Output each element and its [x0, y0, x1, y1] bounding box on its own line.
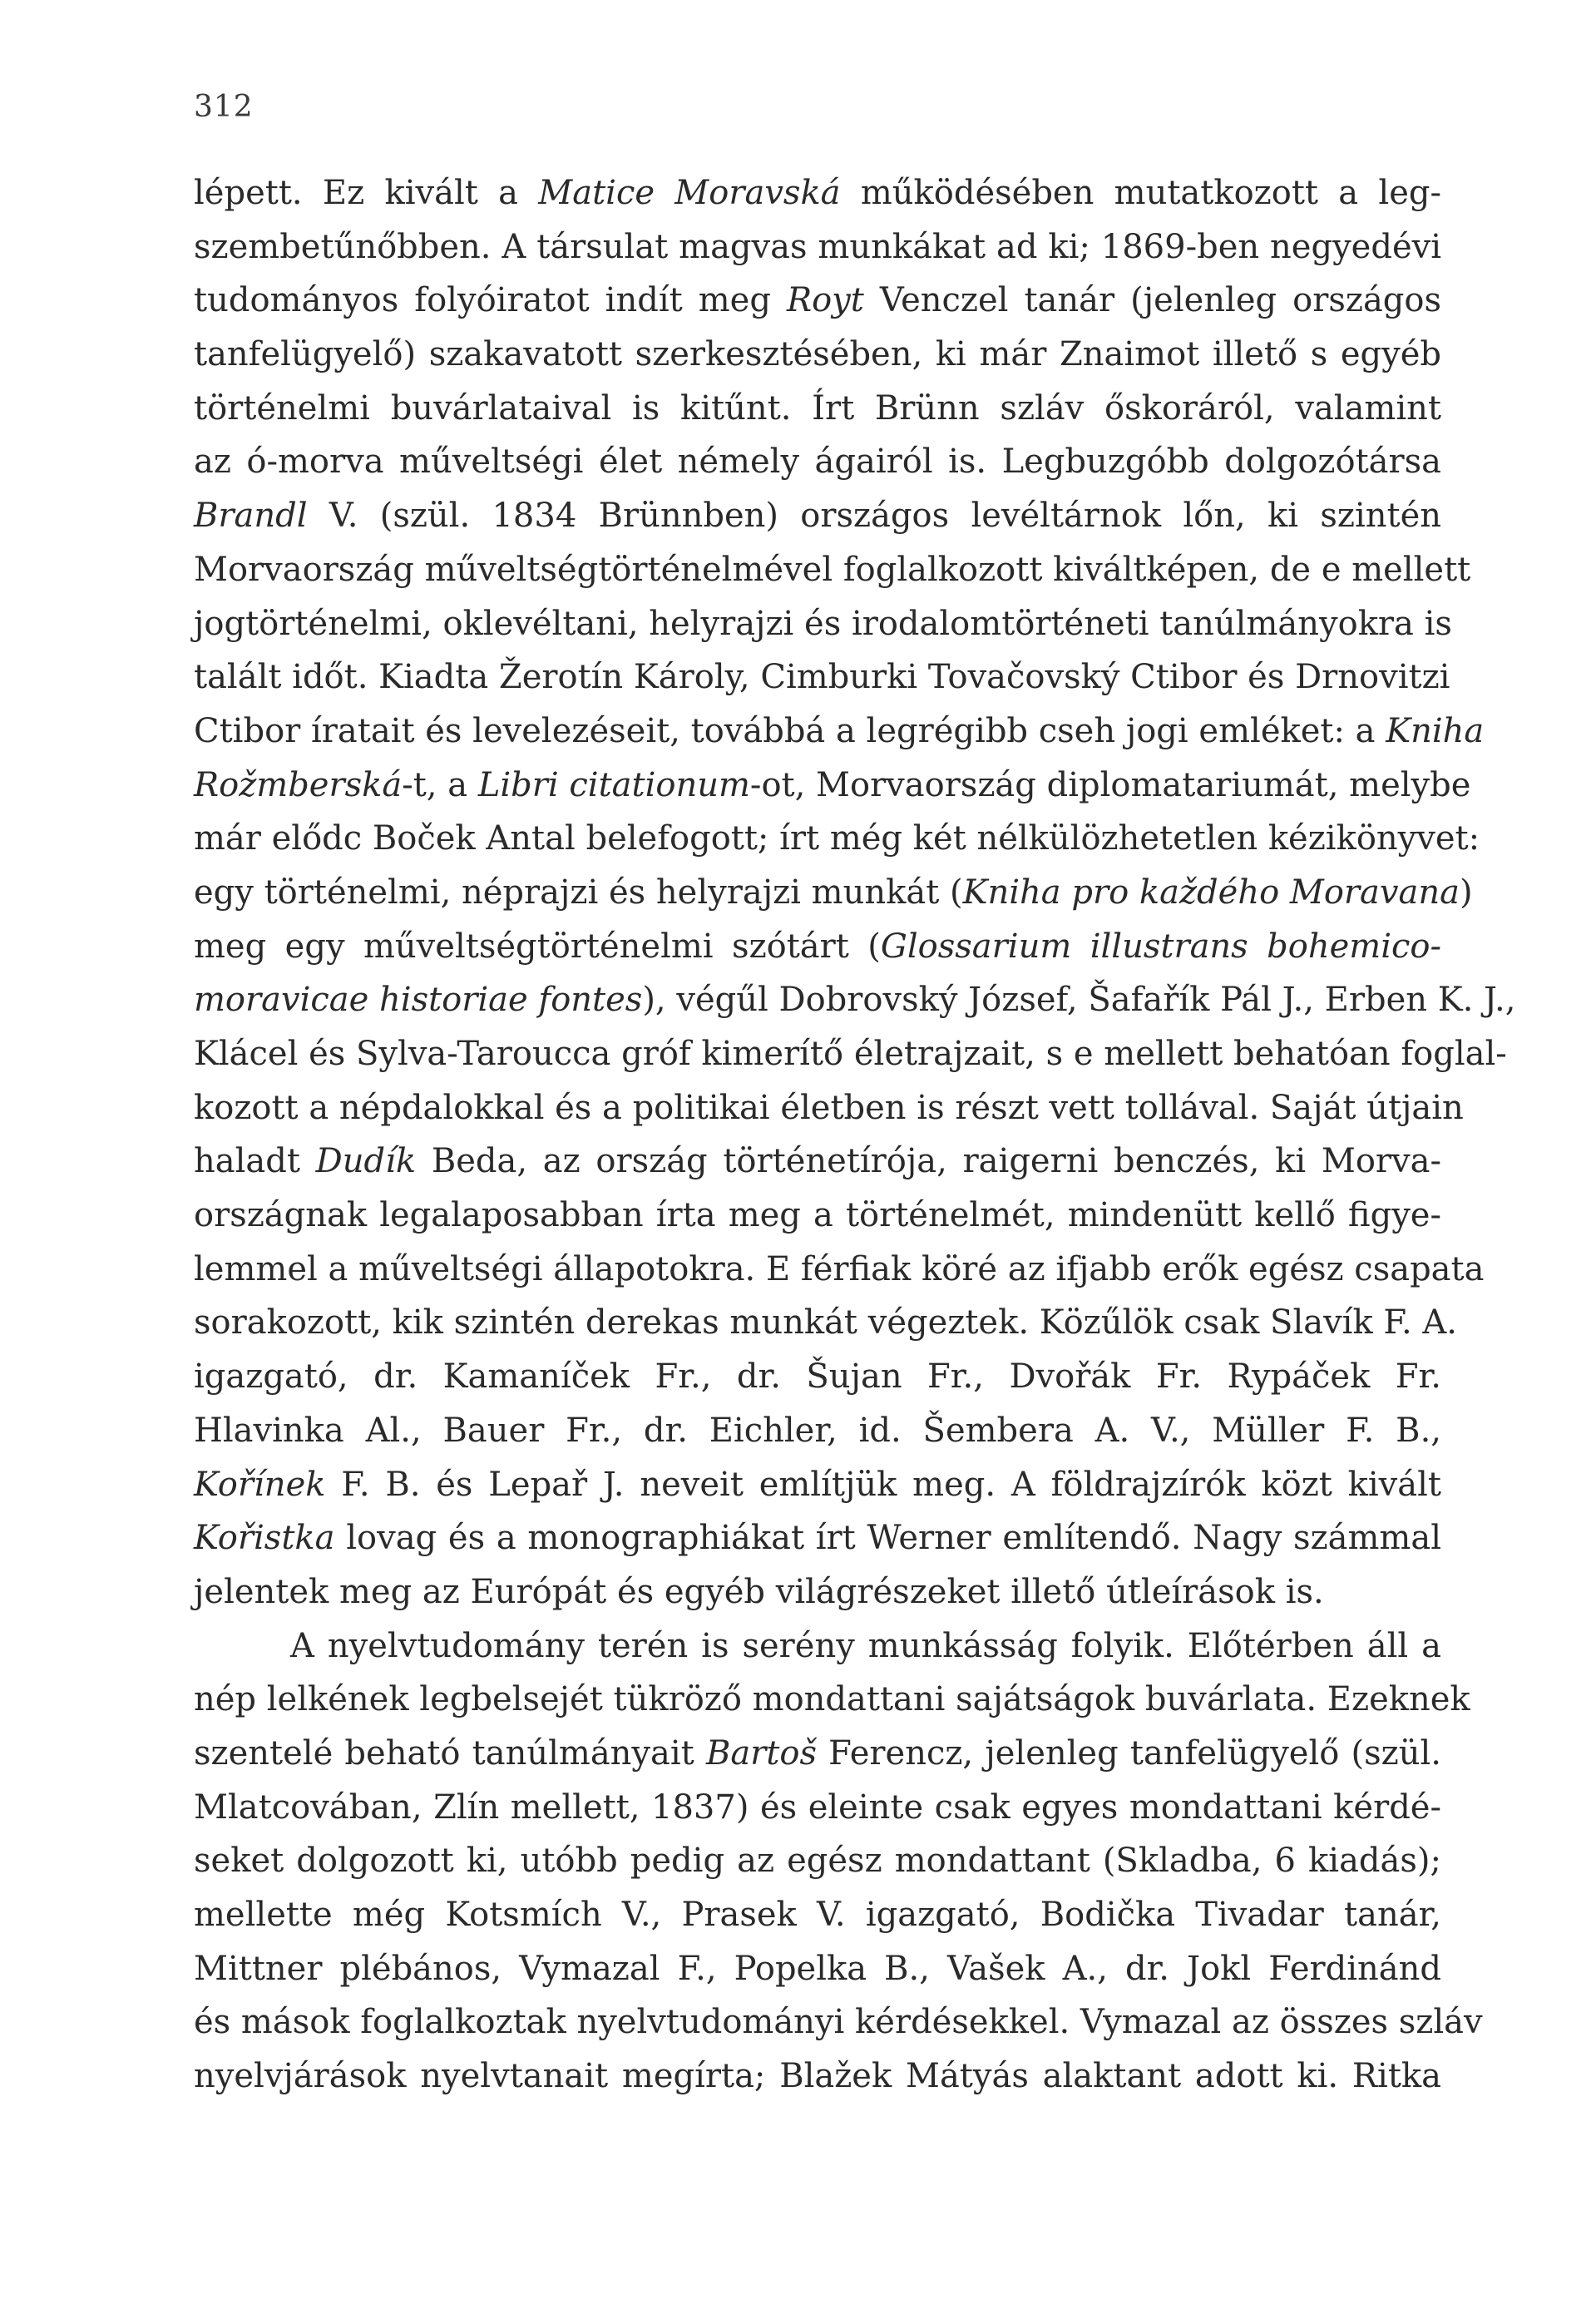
text-run: lemmel a műveltségi állapotokra. E férfiak köré az ifjabb erők egész csapata: [194, 1249, 1485, 1288]
text-run: tanfelügyelő) szakavatott szerkesztésében, ki már Znaimot illető s egyéb: [194, 335, 1441, 374]
text-line: [194, 1243, 1485, 1297]
text-run: ), végűl Dobrovský József, Šafařík Pál J., Erben K. J.,: [642, 981, 1516, 1020]
text-line: [194, 2050, 1441, 2104]
text-run: működésében mutatkozott a leg-: [840, 174, 1441, 212]
italic-text: Kořistka: [194, 1519, 335, 1558]
text-run: az ó-morva műveltségi élet némely ágairól is. Legbuzgóbb dolgozótársa: [194, 443, 1441, 482]
text-run: tudományos folyóiratot indít meg: [194, 281, 787, 320]
text-run: egy történelmi, néprajzi és helyrajzi munkát (: [194, 873, 963, 912]
text-line: [194, 1189, 1441, 1243]
italic-text: Brandl: [194, 497, 308, 536]
text-run: Mlatcovában, Zlín mellett, 1837) és eleinte csak egyes mondattani kérdé-: [194, 1788, 1441, 1827]
text-line: [194, 920, 1441, 974]
text-line: [194, 1081, 1464, 1135]
text-run: -t, a: [402, 765, 478, 804]
text-run: Klácel és Sylva-Taroucca gróf kimerítő életrajzait, s e mellett behatóan foglal-: [194, 1035, 1507, 1073]
text-run: V. (szül. 1834 Brünnben) országos levéltárnok lőn, ki szintén: [307, 497, 1441, 536]
text-run: országnak legalaposabban írta meg a történelmét, mindenütt kellő figye-: [194, 1196, 1441, 1235]
text-line: [194, 1619, 1441, 1674]
text-line: [194, 759, 1471, 813]
text-line: [194, 973, 1516, 1027]
text-line: [194, 597, 1452, 651]
text-line: [194, 220, 1441, 274]
text-line: [194, 1404, 1441, 1458]
text-run: A nyelvtudomány terén is serény munkásság folyik. Előtérben áll a: [290, 1626, 1441, 1665]
text-line: [194, 1511, 1441, 1565]
text-run: meg egy műveltségtörténelmi szótárt (: [194, 927, 881, 966]
italic-text: Royt: [786, 281, 864, 320]
text-line: [194, 1834, 1441, 1888]
text-line: [194, 1350, 1441, 1404]
text-line: [194, 382, 1441, 436]
italic-text: Libri citationum: [477, 765, 750, 804]
text-run: történelmi buvárlataival is kitűnt. Írt Brünn szláv őskoráról, valamint: [194, 388, 1441, 428]
text-line: [194, 274, 1441, 328]
text-run: haladt: [194, 1142, 316, 1181]
text-line: [194, 1942, 1441, 1996]
page-number: 312: [194, 90, 254, 124]
text-run: talált időt. Kiadta Žerotín Károly, Cimburki Tovačovský Ctibor és Drnovitzi: [194, 658, 1450, 697]
italic-text: Dudík: [315, 1142, 417, 1181]
italic-text: Kořínek: [194, 1465, 326, 1504]
text-line: [194, 1135, 1441, 1189]
text-run: nyelvjárások nyelvtanait megírta; Blažek Mátyás alaktant adott ki. Ritka: [194, 2057, 1441, 2096]
text-run: már elődc Boček Antal belefogott; írt még két nélkülözhetetlen kézikönyvet:: [194, 819, 1480, 858]
text-run: Ctibor íratait és levelezéseit, továbbá a legrégibb cseh jogi emléket: a: [194, 711, 1386, 750]
italic-text: Rožmberská: [194, 765, 403, 804]
text-run: Beda, az ország történetírója, raigerni benczés, ki Morva-: [416, 1142, 1441, 1181]
italic-text: Glossarium illustrans bohemico-: [880, 927, 1442, 966]
text-line: [194, 866, 1473, 920]
text-run: lovag és a monographiákat írt Werner említendő. Nagy számmal: [334, 1519, 1441, 1558]
text-line: [194, 705, 1485, 759]
text-run: F. B. és Lepař J. neveit említjük meg. A földrajzírók közt kivált: [325, 1465, 1441, 1504]
text-run: jelentek meg az Európát és egyéb világrészeket illető útleírások is.: [194, 1572, 1324, 1611]
text-run: sorakozott, kik szintén derekas munkát végeztek. Közűlök csak Slavík F. A.: [194, 1303, 1457, 1342]
text-run: szentelé beható tanúlmányait: [194, 1733, 706, 1773]
text-run: ): [1459, 873, 1473, 912]
italic-text: Kniha: [1386, 711, 1485, 750]
text-run: kozott a népdalokkal és a politikai életben is részt vett tollával. Saját útjain: [194, 1088, 1464, 1127]
text-line: [194, 435, 1441, 489]
text-line: [194, 1727, 1441, 1781]
text-run: Mittner plébános, Vymazal F., Popelka B., Vašek A., dr. Jokl Ferdinánd: [194, 1949, 1441, 1988]
text-line: [194, 489, 1441, 543]
text-line: [194, 543, 1471, 597]
text-run: seket dolgozott ki, utóbb pedig az egész mondattant (Skladba, 6 kiadás);: [194, 1842, 1441, 1881]
italic-text: Kniha pro každého Moravana: [962, 873, 1460, 912]
text-line: [194, 1673, 1470, 1727]
text-run: jogtörténelmi, oklevéltani, helyrajzi és irodalomtörténeti tanúlmányokra is: [194, 604, 1452, 643]
text-run: Venczel tanár (jelenleg országos: [863, 281, 1441, 320]
text-line: [194, 1781, 1441, 1835]
text-line: [194, 1888, 1441, 1942]
text-run: mellette még Kotsmích V., Prasek V. igazgató, Bodička Tivadar tanár,: [194, 1896, 1441, 1934]
text-line: [194, 1027, 1507, 1081]
italic-text: Matice Moravská: [538, 174, 841, 212]
text-run: Hlavinka Al., Bauer Fr., dr. Eichler, id. Šembera A. V., Müller F. B.,: [194, 1411, 1441, 1450]
text-run: és mások foglalkoztak nyelvtudományi kérdésekkel. Vymazal az összes szláv: [194, 2003, 1483, 2042]
text-run: igazgató, dr. Kamaníček Fr., dr. Šujan Fr., Dvořák Fr. Rypáček Fr.: [194, 1357, 1441, 1397]
italic-text: moravicae historiae fontes: [194, 981, 643, 1020]
italic-text: Bartoš: [705, 1733, 817, 1773]
body-text: [194, 166, 1516, 2104]
text-run: szembetűnőbben. A társulat magvas munkákat ad ki; 1869-ben negyedévi: [194, 227, 1441, 266]
text-run: -ot, Morvaország diplomatariumát, melybe: [749, 765, 1471, 804]
text-line: [194, 166, 1441, 220]
text-run: nép lelkének legbelsejét tükröző mondattani sajátságok buvárlata. Ezeknek: [194, 1680, 1470, 1719]
text-line: [194, 1296, 1457, 1350]
text-line: [194, 650, 1450, 705]
text-line: [194, 812, 1480, 866]
text-line: [194, 1458, 1441, 1512]
text-run: lépett. Ez kivált a: [194, 174, 539, 212]
text-line: [194, 1565, 1441, 1619]
text-run: Ferencz, jelenleg tanfelügyelő (szül.: [816, 1733, 1442, 1773]
text-line: [194, 1995, 1483, 2050]
text-run: Morvaország műveltségtörténelmével foglalkozott kiváltképen, de e mellett: [194, 550, 1471, 589]
text-line: [194, 328, 1441, 382]
